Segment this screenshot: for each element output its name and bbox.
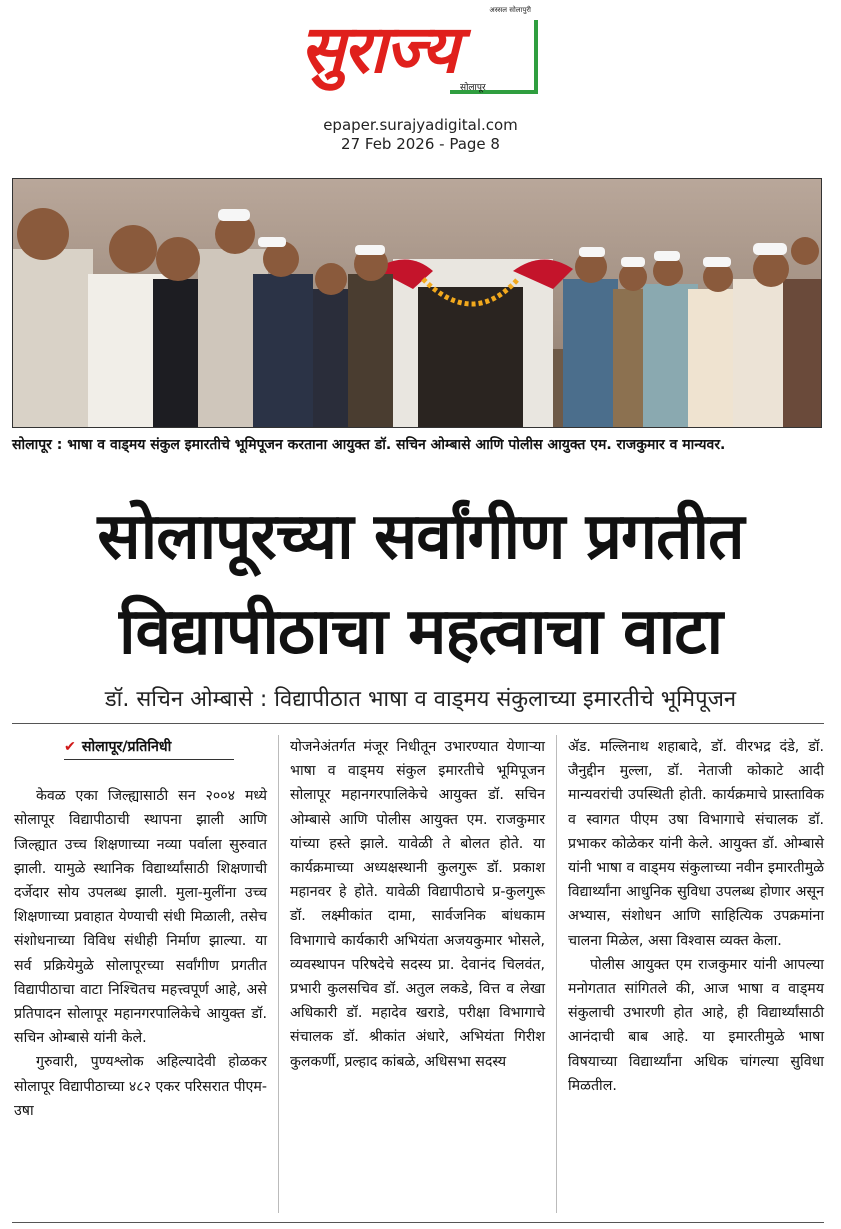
headline-line-2: विद्यापीठाचा महत्वाचा वाटा: [118, 595, 723, 669]
epaper-site[interactable]: epaper.surajyadigital.com: [323, 116, 518, 134]
news-photo-illustration: [13, 179, 822, 428]
photo-caption: सोलापूर : भाषा व वाड्मय संकुल इमारतीचे भूमिपूजन करताना आयुक्त डॉ. सचिन ओम्बासे आणि पोलीस आयुक्त एम. राजकुमार व मान्यवर.: [12, 437, 726, 453]
logo-accent-bar: [534, 20, 538, 94]
epaper-info: [0, 116, 841, 154]
paragraph: ॲड. मल्लिनाथ शहाबादे, डॉ. वीरभद्र दंडे, डॉ. जैनुद्दीन मुल्ला, डॉ. नेताजी कोकाटे आदी मान्यवरांची उपस्थिती होती. कार्यक्रमाचे प्रास्ताविक व स्वागत पीएम उषा विभागाचे संचालक डॉ. प्रभाकर कोळेकर यांनी केले. आयुक्त डॉ. ओम्बासे यांनी भाषा व वाड्मय संकुलाच्या नवीन इमारतीमुळे विद्यार्थ्यांना आधुनिक सुविधा उपलब्ध होणार असून अभ्यास, संशोधन आणि साहित्यिक उपक्रमांना चालना मिळेल, असा विश्वास व्यक्त केला.: [568, 739, 824, 949]
masthead: [300, 6, 545, 106]
paragraph: गुरुवारी, पुण्यश्लोक अहिल्यादेवी होळकर सोलापूर विद्यापीठाच्या ४८२ एकर परिसरात पीएम-उषा: [14, 1054, 267, 1119]
bottom-rule: [12, 1222, 824, 1223]
logo-city: सोलापूर: [460, 83, 486, 93]
byline-text: सोलापूर/प्रतिनिधी: [81, 739, 172, 755]
article-column-3: [568, 735, 824, 1098]
masthead-tagline: अस्सल सोलापुरी: [489, 6, 531, 14]
paragraph: पोलीस आयुक्त एम राजकुमार यांनी आपल्या मनोगतात सांगितले की, आज भाषा व वाड्मय संकुलाची उभारणी होत आहे, ही विद्यार्थ्यांसाठी आनंदाची बाब आहे. या इमारतीमुळे भाषा विषयाच्या विद्यार्थ्यांना अधिक चांगल्या सुविधा मिळतील.: [568, 956, 824, 1094]
epaper-date-page: 27 Feb 2026 - Page 8: [341, 135, 500, 153]
headline-line-1: सोलापूरच्या सर्वांगीण प्रगतीत: [97, 500, 744, 574]
check-icon: ✔: [64, 739, 76, 755]
article-column-2: [290, 735, 545, 1074]
newspaper-logo: सुराज्य: [300, 11, 457, 88]
article-column-1: [14, 735, 267, 1123]
column-divider: [556, 735, 557, 1213]
byline: [64, 735, 234, 760]
column-divider: [278, 735, 279, 1213]
subhead-divider: [12, 723, 824, 724]
paragraph: योजनेअंतर्गत मंजूर निधीतून उभारण्यात येणाऱ्या भाषा व वाड्मय संकुल इमारतीचे भूमिपूजन सोलापूर महानगरपालिकेचे आयुक्त डॉ. सचिन ओम्बासे आणि पोलीस आयुक्त एम. राजकुमार यांच्या हस्ते झाले. यावेळी ते बोलत होते. या कार्यक्रमाच्या अध्यक्षस्थानी कुलगुरू डॉ. प्रकाश महानवर हे होते. यावेळी विद्यापीठाचे प्र-कुलगुरू डॉ. लक्ष्मीकांत दामा, सार्वजनिक बांधकाम विभागाचे कार्यकारी अभियंता अजयकुमार भोसले, व्यवस्थापन परिषदेचे सदस्य प्रा. देवानंद चिलवंत, प्रभारी कुलसचिव डॉ. अतुल लकडे, वित्त व लेखा अधिकारी डॉ. महादेव खराडे, परीक्षा विभागाचे संचालक डॉ. श्रीकांत अंधारे, अभियंता गिरीश कुलकर्णी, प्रल्हाद कांबळे, अधिसभा सदस्य: [290, 739, 545, 1070]
paragraph: केवळ एका जिल्ह्यासाठी सन २००४ मध्ये सोलापूर विद्यापीठाची स्थापना झाली आणि जिल्ह्यात उच्च शिक्षणाच्या नव्या पर्वाला सुरुवात झाली. यामुळे स्थानिक विद्यार्थ्यांसाठी शिक्षणाची दर्जेदार सोय उपलब्ध झाली. मुला-मुलींना उच्च शिक्षणाच्या प्रवाहात येण्याची संधी मिळाली, तसेच संशोधनाच्या विविध संधीही निर्माण झाल्या. या सर्व प्रक्रियेमुळे सोलापूरच्या सर्वांगीण प्रगतीत विद्यापीठाचा वाटा निश्चितच महत्त्वपूर्ण आहे, असे प्रतिपादन सोलापूर महानगरपालिकेचे आयुक्त डॉ. सचिन ओम्बासे यांनी केले.: [14, 788, 267, 1047]
article-subhead: डॉ. सचिन ओम्बासे : विद्यापीठात भाषा व वाड्मय संकुलाच्या इमारतीचे भूमिपूजन: [104, 687, 737, 712]
news-photo: [12, 178, 822, 428]
